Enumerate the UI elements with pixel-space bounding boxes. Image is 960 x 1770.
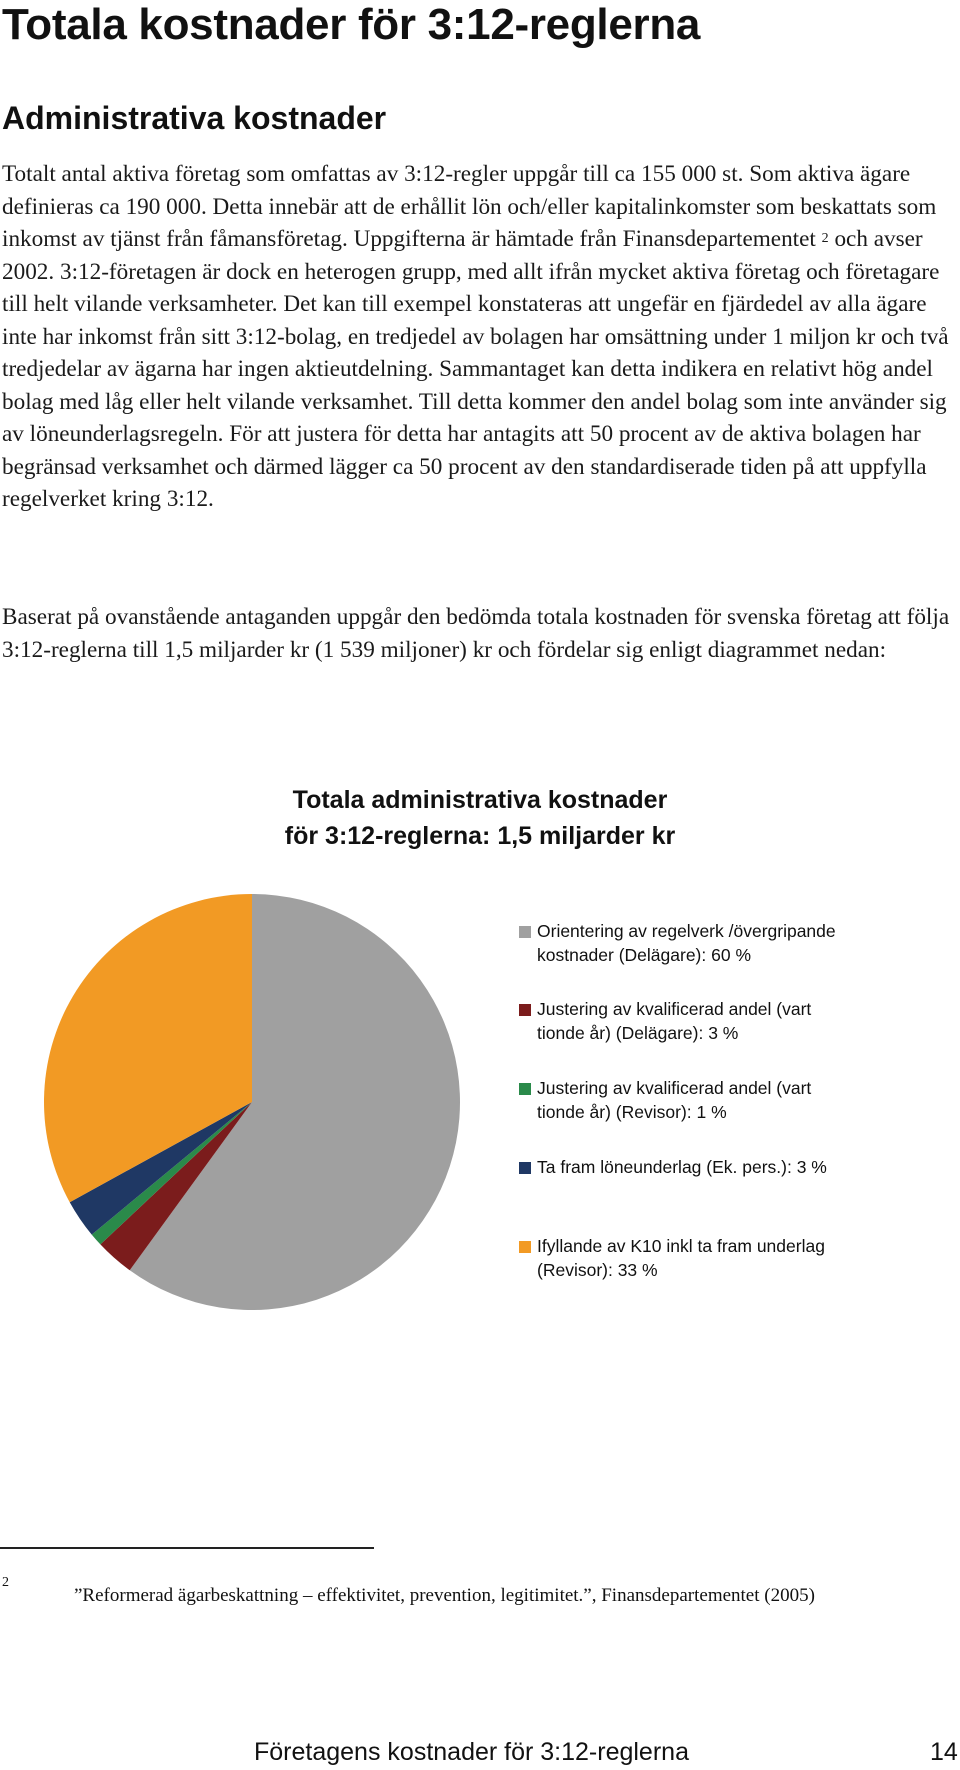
legend-label-k10-2: (Revisor): 33 %	[537, 1259, 658, 1280]
legend-label-orientering-1: Orientering av regelverk /övergripande	[537, 921, 836, 941]
legend-label-justering-delagare-1: Justering av kvalificerad andel (vart	[537, 999, 812, 1019]
legend-label-justering-revisor-1: Justering av kvalificerad andel (vart	[537, 1078, 812, 1098]
paragraph-1	[2, 158, 957, 516]
footnote-text: ”Reformerad ägarbeskattning – effektivitet, prevention, legitimitet.”, Finansdepartementet (2005)	[74, 1585, 815, 1606]
pie-slice-loneunderlag	[70, 1102, 252, 1235]
chart-title-line-1: Totala administrativa kostnader	[292, 786, 668, 814]
page-number: 14	[930, 1738, 958, 1766]
footnote-reference: 2	[821, 231, 829, 246]
chart-title-line-2: för 3:12-reglerna: 1,5 miljarder kr	[284, 822, 676, 850]
legend-swatch-orientering	[519, 926, 531, 938]
paragraph-1-text-a: Totalt antal aktiva företag som omfattas av 3:12-regler uppgår till ca 155 000 st. Som aktiva ägare definieras ca 190 000. Detta innebär att de erhållit lön och/eller kapitalinkomster som beskattats som inkomst av tjänst från fåmansföretag. Uppgifterna är hämtade från Finansdepartementet	[2, 161, 937, 252]
legend-swatch-loneunderlag	[519, 1162, 531, 1174]
legend-label-justering-delagare-2: tionde år) (Delägare): 3 %	[537, 1022, 739, 1043]
footnote-mark: 2	[2, 1575, 9, 1590]
footer-title: Företagens kostnader för 3:12-reglerna	[254, 1738, 689, 1766]
paragraph-1-text-b: och avser 2002. 3:12-företagen är dock en heterogen grupp, med allt ifrån mycket aktiva företag och företagare till helt vilande verksamheter. Det kan till exempel konstateras att ungefär en fjärdedel av alla ägare inte har inkomst från sitt 3:12-bolag, en tredjedel av bolagen har omsättning under 1 miljon kr och två tredjedelar av ägarna har ingen aktieutdelning. Sammantaget kan detta indikera en relativt hög andel bolag med låg eller helt vilande verksamhet. Till detta kommer den andel bolag som inte använder sig av löneunderlagsregeln. För att justera för detta har antagits att 50 procent av de aktiva bolagen har begränsad verksamhet och därmed lägger ca 50 procent av den standardiserade tiden på att uppfylla regelverket kring 3:12.	[2, 226, 949, 512]
page-heading: Totala kostnader för 3:12-reglerna	[2, 0, 701, 49]
footnote-divider	[0, 1547, 374, 1549]
legend-label-loneunderlag-1: Ta fram löneunderlag (Ek. pers.): 3 %	[537, 1157, 827, 1177]
legend-label-orientering-2: kostnader (Delägare): 60 %	[537, 944, 751, 965]
pie-slice-justering-revisor	[92, 1102, 252, 1244]
pie-slice-orientering	[130, 894, 460, 1310]
legend-swatch-justering-delagare	[519, 1004, 531, 1016]
legend-swatch-k10	[519, 1241, 531, 1253]
legend-swatch-justering-revisor	[519, 1083, 531, 1095]
pie-slice-k10	[44, 894, 252, 1202]
section-heading: Administrativa kostnader	[2, 100, 387, 136]
legend-label-k10-1: Ifyllande av K10 inkl ta fram underlag	[537, 1236, 825, 1256]
chart-title	[0, 782, 960, 854]
legend-label-justering-revisor-2: tionde år) (Revisor): 1 %	[537, 1101, 727, 1122]
pie-slice-justering-delagare	[100, 1102, 252, 1270]
paragraph-2: Baserat på ovanstående antaganden uppgår den bedömda totala kostnaden för svenska företag att följa 3:12-reglerna till 1,5 miljarder kr (1 539 miljoner) kr och fördelar sig enligt diagrammet nedan:	[2, 604, 950, 663]
